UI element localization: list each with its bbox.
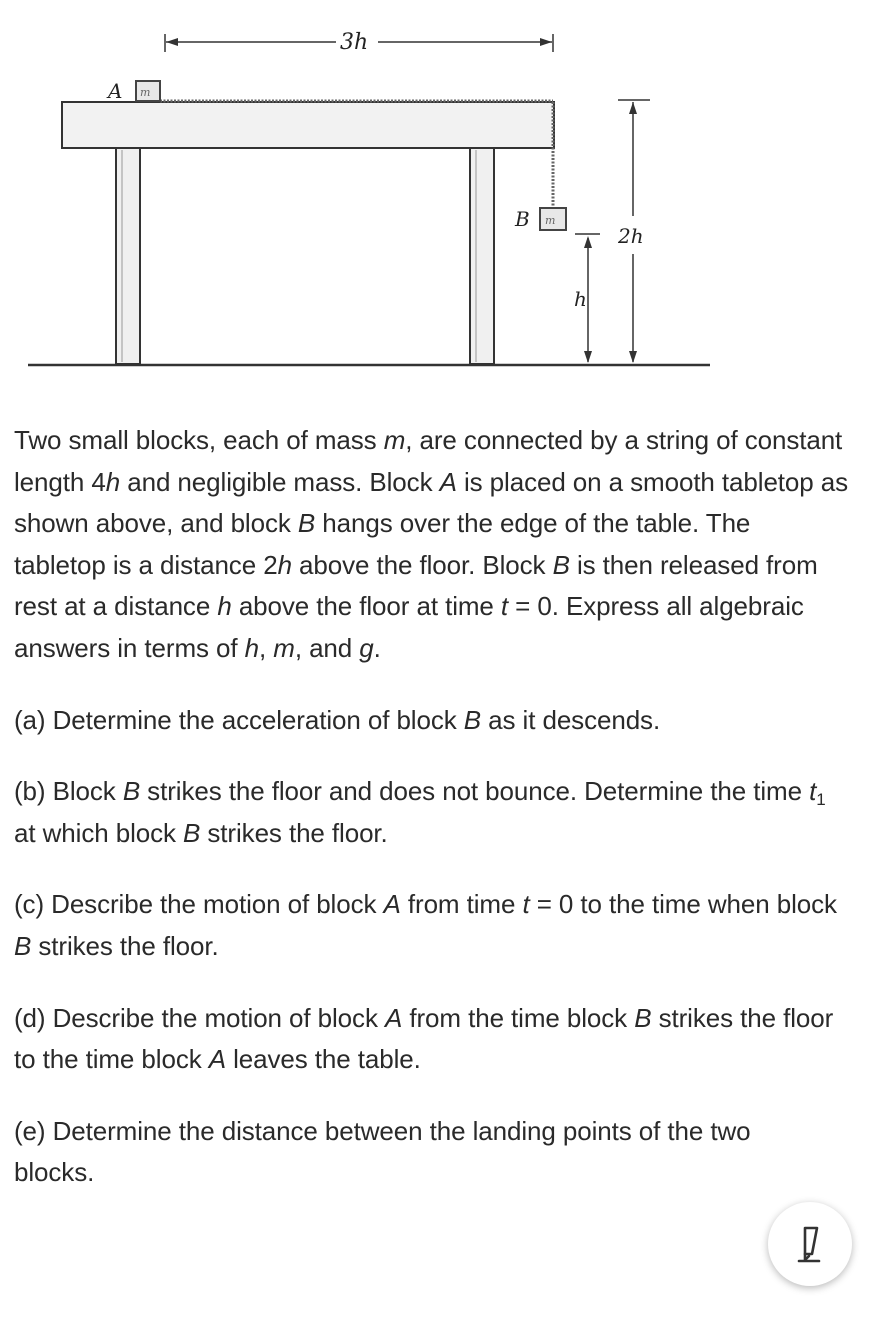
problem-text [14, 420, 849, 1194]
dimension-2h-label: 2h [618, 224, 644, 248]
table-leg-right [470, 148, 494, 364]
part-d: (d) Describe the motion of block A from the time block B strikes the floor to the time block A leaves the table. [14, 1002, 834, 1075]
tabletop [62, 102, 554, 148]
dimension-3h-label: 3h [340, 30, 369, 55]
part-c: (c) Describe the motion of block A from time t = 0 to the time when block B strikes the floor. [14, 889, 837, 961]
part-e: (e) Determine the distance between the landing points of the two blocks. [14, 1115, 751, 1188]
problem-intro: Two small blocks, each of mass m, are connected by a string of constant length 4h and negligible mass. Block A is placed on a smooth tabletop as shown above, and block B hangs over the edge of the table. The tabletop is a distance 2h above the floor. Block B is then released from rest at a distance h above the floor at time t = 0. Express all algebraic answers in terms of h, m, and g. [14, 425, 849, 663]
part-b: (b) Block B strikes the floor and does not bounce. Determine the time $t_1$ at which block B strikes the floor. [14, 776, 826, 848]
block-b-label: B [515, 207, 530, 231]
block-a-mass-label: m [140, 86, 151, 99]
block-a-label: A [108, 79, 123, 103]
physics-diagram [0, 0, 887, 390]
dimension-h-label: h [574, 287, 587, 311]
block-b-mass-label: m [545, 214, 556, 227]
part-a: (a) Determine the acceleration of block B as it descends. [14, 704, 661, 735]
pencil-icon [793, 1224, 827, 1264]
edit-fab-button[interactable] [768, 1202, 852, 1286]
table-leg-left [116, 148, 140, 364]
